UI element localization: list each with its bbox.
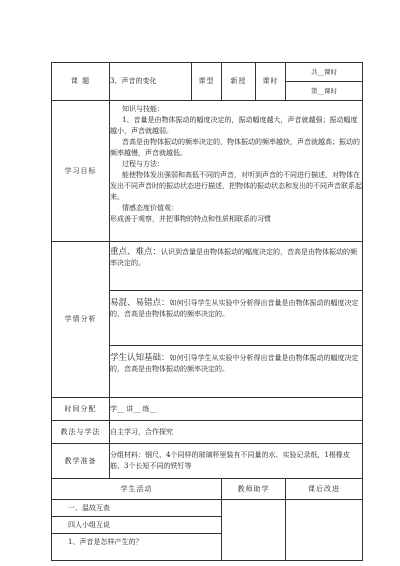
activity-line: 一、温故互查 (52, 500, 221, 517)
course-label: 课 题 (52, 63, 110, 101)
time-value: 学__ 讲__ 练__ (110, 398, 363, 421)
confusion-text: 如何引导学生从实验中分析得出音量是由物体振动的幅度决定的，音高是由物体振动的频率决定的。 (110, 299, 359, 318)
keypoints-text: 认识到音量是由物体振动的幅度决定的，音高是由物体振动的频率决定的。 (110, 248, 358, 267)
cognition-title: 学生认知基础： (110, 353, 170, 363)
objectives-content (110, 101, 363, 242)
objective-line: 音高是由物体振动的频率决定的，物体振动的频率越快，声音就越高；振动的频率越慢，声音就越低。 (110, 138, 360, 157)
student-activity-content (52, 500, 222, 561)
objective-line: 过程与方法： (122, 160, 164, 168)
periods-cell (286, 63, 363, 101)
method-row (52, 421, 363, 444)
objective-line: 情感态度价值观： (122, 204, 178, 212)
prep-value: 分组材料：钢尺、4个同样的玻璃杯里装有不同量的水、实验记录纸，1根橡皮筋、3个长短不同的铁钉等 (110, 444, 363, 479)
lesson-plan-table (51, 62, 363, 561)
teacher-help-label: 教师助学 (222, 479, 286, 500)
student-activity-label: 学生活动 (52, 479, 222, 500)
analysis-label: 学情分析 (52, 242, 110, 398)
objective-line: 1、音量是由物体振动的幅度决定的，振动幅度越大，声音就越强；振动幅度越小，声音就越弱。 (110, 116, 358, 135)
objective-line: 形成善于观察，并把事物的特点和性质相联系的习惯 (110, 215, 271, 223)
cognition-text: 如何引导学生从实验中分析得出音量是由物体振动的幅度决定的，音高是由物体振动的频率决定的。 (110, 354, 359, 373)
activity-line: 四人小组互说 (52, 517, 221, 534)
time-row (52, 398, 363, 421)
prep-label: 教学准备 (52, 444, 110, 479)
confusion-cell (110, 291, 363, 346)
objectives-label: 学习目标 (52, 101, 110, 242)
objective-line: 能使物体发出强弱和高低不同的声音，对听到声音的不同进行描述，对物体在发出不同声音时的振动状态进行描述，把物体的振动状态和发出的不同声音联系起来。 (110, 171, 362, 201)
objective-line: 知识与技能： (122, 105, 164, 113)
type-label: 课型 (192, 63, 222, 101)
objectives-row (52, 101, 363, 242)
confusion-title: 易混、易错点： (110, 298, 170, 308)
reflection-label: 课后改进 (286, 479, 363, 500)
activities-content-row (52, 500, 363, 561)
method-value: 自主学习，合作探究 (110, 421, 363, 444)
reflection-content (286, 500, 363, 561)
periods-current: 第__课时 (311, 86, 337, 95)
course-title: 3、声音的变化 (110, 63, 192, 101)
keypoints-cell (110, 242, 363, 291)
periods-total: 共__课时 (286, 64, 362, 82)
prep-row (52, 444, 363, 479)
activities-header-row (52, 479, 363, 500)
type-value: 新授 (222, 63, 256, 101)
method-label: 教法与学法 (52, 421, 110, 444)
keypoints-title: 重点、难点： (110, 247, 162, 257)
periods-label: 课时 (256, 63, 286, 101)
time-label: 时间分配 (52, 398, 110, 421)
keypoints-row (52, 242, 363, 291)
header-row (52, 63, 363, 101)
cognition-cell (110, 346, 363, 398)
activity-line: 1、声音是怎样产生的？ (68, 538, 143, 546)
teacher-help-content (222, 500, 286, 561)
